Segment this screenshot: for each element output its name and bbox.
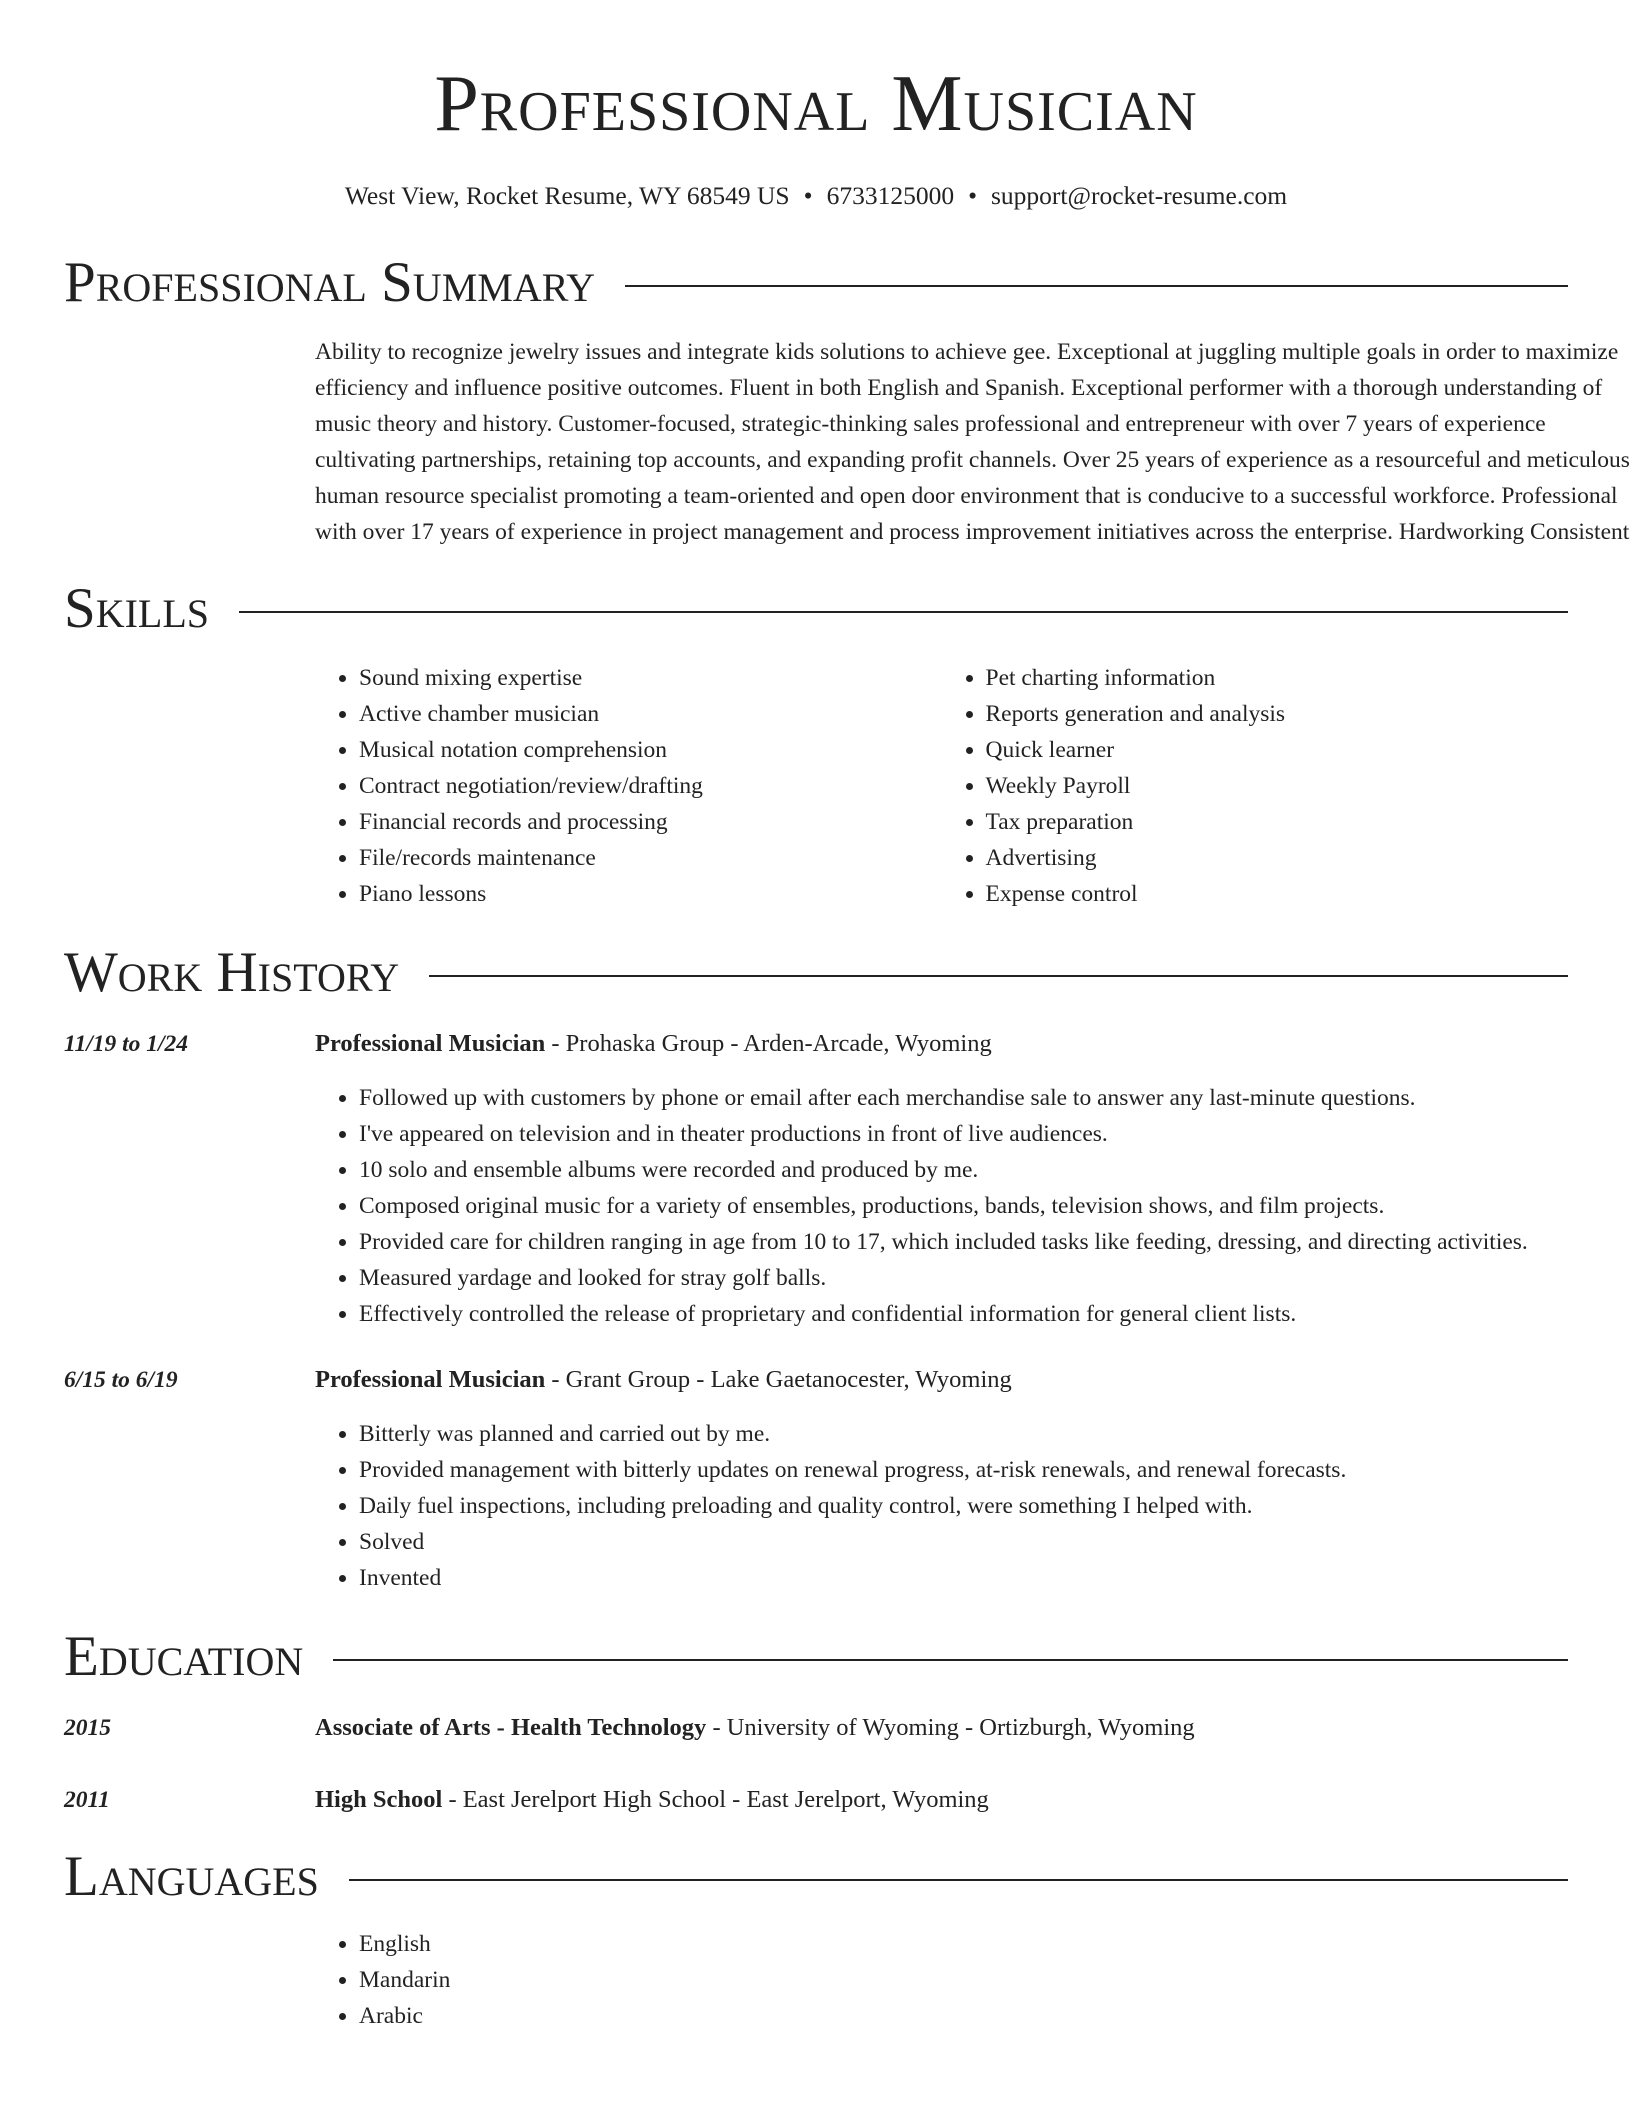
skill-item: • Weekly Payroll (986, 768, 1569, 804)
summary-text: Ability to recognize jewelry issues and integrate kids solutions to achieve gee. Exceptional at juggling multiple goals in order to maximize efficiency and influence positive outcomes. Fluent in both English and Spanish. Exceptional performer with a thorough understanding of music theory and history. Customer-focused, strategic-thinking sales professional and entrepreneur with over 7 years of experience cultivating partnerships, retaining top accounts, and expanding profit channels. Over 25 years of experience as a resourceful and meticulous human resource specialist promoting a team-oriented and open door environment that is conducive to a successful workforce. Professional with over 17 years of experience in project management and process improvement initiatives across the enterprise. Hardworking Consistent (315, 339, 1630, 545)
education-entry (64, 1782, 1568, 1818)
job-bullets (64, 1416, 1568, 1596)
job-bullet: • Followed up with customers by phone or email after each merchandise sale to answer any last-minute questions. (359, 1080, 1568, 1116)
job-title-line (315, 1026, 1568, 1062)
contact-line (64, 178, 1568, 214)
contact-email: support@rocket-resume.com (991, 181, 1288, 210)
job-bullet: • Provided care for children ranging in age from 10 to 17, which included tasks like feeding, dressing, and directing activities. (359, 1224, 1568, 1260)
skill-item: • Contract negotiation/review/drafting (359, 768, 942, 804)
education-year: 2015 (64, 1715, 111, 1741)
job-bullet: • 10 solo and ensemble albums were recorded and produced by me. (359, 1152, 1568, 1188)
education-year: 2011 (64, 1787, 110, 1813)
skill-item: • Tax preparation (986, 804, 1569, 840)
skill-item: • Reports generation and analysis (986, 696, 1569, 732)
education-school-location: - East Jerelport High School - East Jerelport, Wyoming (442, 1786, 989, 1813)
education-degree: Associate of Arts - Health Technology (315, 1714, 707, 1741)
skill-item: • Financial records and processing (359, 804, 942, 840)
languages-heading: Languages (64, 1845, 319, 1908)
skill-item: • Piano lessons (359, 876, 942, 912)
skill-item: • File/records maintenance (359, 840, 942, 876)
job-entry (64, 1362, 1568, 1596)
languages-list (315, 1926, 1568, 2034)
job-bullet: • Effectively controlled the release of proprietary and confidential information for general client lists. (359, 1296, 1568, 1332)
contact-phone: 6733125000 (826, 181, 955, 210)
skill-item: • Quick learner (986, 732, 1569, 768)
contact-separator: • (803, 181, 813, 210)
job-title: Professional Musician (315, 1030, 546, 1057)
education-section-header (64, 1626, 1568, 1688)
language-item: • Arabic (359, 1998, 1568, 2034)
contact-address: West View, Rocket Resume, WY 68549 US (344, 181, 790, 210)
work-section-header (64, 942, 1568, 1004)
resume-name: Professional Musician (434, 60, 1198, 148)
job-entry (64, 1026, 1568, 1332)
skills-column-left (315, 660, 942, 912)
education-entry (64, 1710, 1568, 1746)
languages-section-header (64, 1846, 1568, 1908)
job-bullet: • Composed original music for a variety of ensembles, productions, bands, television shows, and film projects. (359, 1188, 1568, 1224)
skills-column-right (942, 660, 1569, 912)
job-title-line (315, 1362, 1568, 1398)
summary-section-header (64, 252, 1568, 314)
education-line (315, 1710, 1195, 1746)
skill-item: • Sound mixing expertise (359, 660, 942, 696)
job-bullets (64, 1080, 1568, 1332)
section-divider (349, 1879, 1568, 1881)
skill-item: • Expense control (986, 876, 1569, 912)
education-degree: High School (315, 1786, 443, 1813)
section-divider (625, 285, 1568, 287)
section-divider (239, 611, 1568, 613)
skills-section-header (64, 578, 1568, 640)
summary-heading: Professional Summary (64, 251, 596, 314)
work-heading: Work History (64, 941, 400, 1004)
job-bullet: • Measured yardage and looked for stray golf balls. (359, 1260, 1568, 1296)
education-line (315, 1782, 989, 1818)
job-bullet: • I've appeared on television and in theater productions in front of live audiences. (359, 1116, 1568, 1152)
skills-heading: Skills (64, 577, 210, 640)
job-dates: 11/19 to 1/24 (64, 1031, 189, 1057)
job-bullet: • Bitterly was planned and carried out by me. (359, 1416, 1568, 1452)
section-divider (333, 1659, 1568, 1661)
skill-item: • Advertising (986, 840, 1569, 876)
job-title: Professional Musician (315, 1366, 546, 1393)
skill-item: • Active chamber musician (359, 696, 942, 732)
job-bullet: • Invented (359, 1560, 1568, 1596)
skills-list (315, 660, 1568, 912)
language-item: • Mandarin (359, 1962, 1568, 1998)
language-item: • English (359, 1926, 1568, 1962)
education-school-location: - University of Wyoming - Ortizburgh, Wyoming (706, 1714, 1195, 1741)
section-divider (429, 975, 1568, 977)
job-company-location: - Grant Group - Lake Gaetanocester, Wyoming (545, 1366, 1012, 1393)
contact-separator: • (968, 181, 977, 210)
skill-item: • Musical notation comprehension (359, 732, 942, 768)
job-bullet: • Solved (359, 1524, 1568, 1560)
job-dates: 6/15 to 6/19 (64, 1367, 178, 1393)
job-company-location: - Prohaska Group - Arden-Arcade, Wyoming (545, 1030, 992, 1057)
skill-item: • Pet charting information (986, 660, 1569, 696)
job-bullet: • Daily fuel inspections, including preloading and quality control, were something I helped with. (359, 1488, 1568, 1524)
education-heading: Education (64, 1625, 304, 1688)
job-bullet: • Provided management with bitterly updates on renewal progress, at-risk renewals, and renewal forecasts. (359, 1452, 1568, 1488)
